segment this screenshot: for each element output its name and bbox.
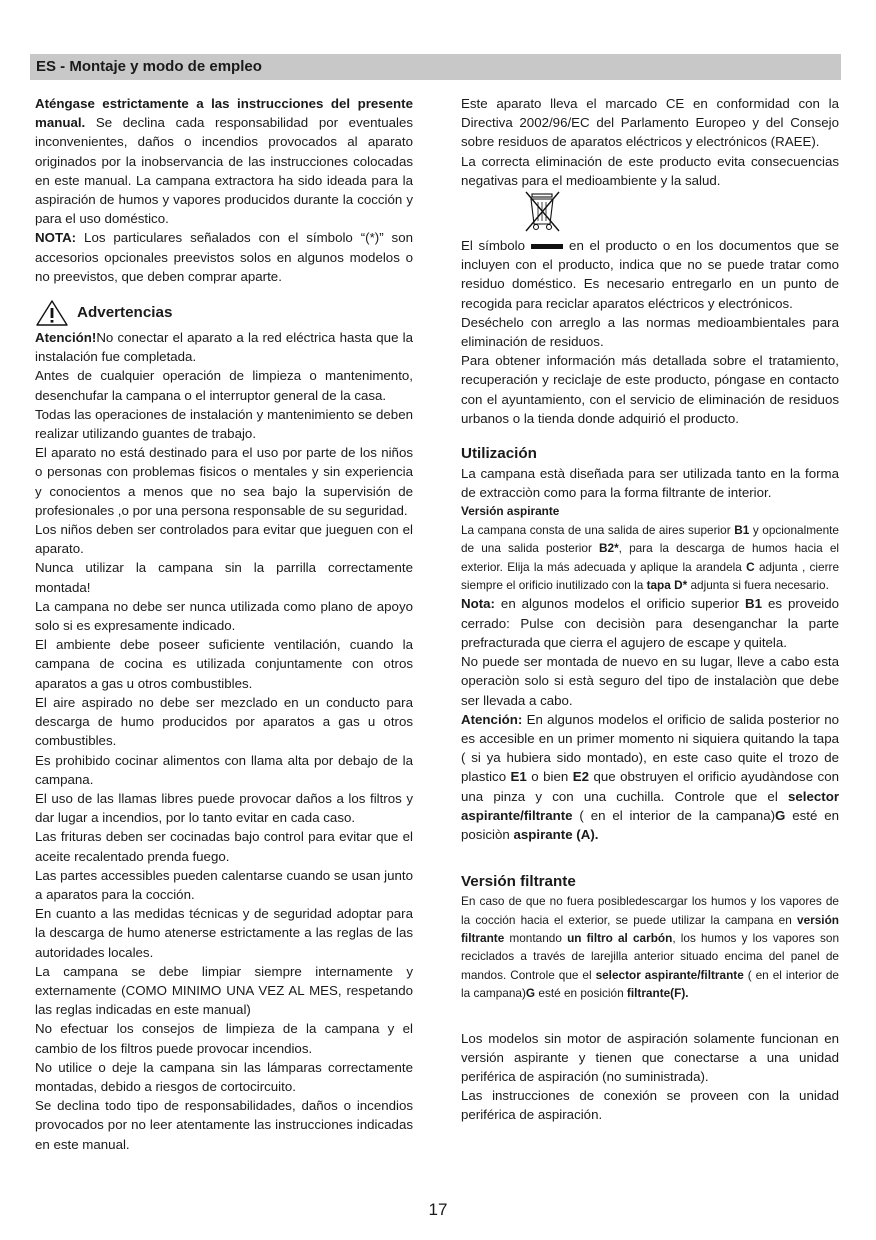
page-number: 17 [428, 1200, 448, 1219]
weee-paragraph: La correcta eliminación de este producto evita consecuencias negativas para el medioambiente y la salud. [461, 153, 839, 188]
warning-item: La campana se debe limpiar siempre internamente y externamente (COMO MINIMO UNA VEZ AL MES, respetando las reglas indicadas en este manual) [35, 963, 413, 1018]
warning-item: Nunca utilizar la campana sin la parrilla correctamente montada! [35, 560, 413, 595]
nota-b1-paragraph: Nota: en algunos modelos el orificio superior B1 es proveido cerrado: Pulse con decisiòn para desenganchar la parte prefracturada que cierra el agujero de escape y quitela. [461, 596, 839, 650]
weee-symbol-row [461, 190, 839, 236]
warning-item: El uso de las llamas libres puede provocar daños a los filtros y dar lugar a incendios, por lo tanto evitar en cada caso. [35, 790, 413, 826]
conexion-paragraph: Las instrucciones de conexión se proveen con la unidad periférica de aspiración. [461, 1088, 839, 1123]
warning-item: No utilice o deje la campana sin las lámparas correctamente montadas, debido a riesgos de cortocircuito. [35, 1059, 413, 1094]
weee-paragraph: Este aparato lleva el marcado CE en conformidad con la Directiva 2002/96/EC del Parlamento Europeo y del Consejo sobre residuos de aparatos eléctricos y electrónicos (RAEE). [461, 96, 839, 150]
version-aspirante-paragraph: La campana consta de una salida de aires superior B1 y opcionalmente de una salida posterior B2*, para la descarga de humos hacia el exterior. Elija la más adecuada y aplique la arandela C adjunta , cierre siempre el orificio inutilizado con la tapa D* adjunta si fuera necesario. [461, 522, 839, 593]
crossed-out-wheelie-bin-icon [523, 190, 563, 234]
warning-item: Es prohibido cocinar alimentos con llama alta por debajo de la campana. [35, 752, 413, 787]
warning-item: Los niños deben ser controlados para evitar que jueguen con el aparato. [35, 522, 413, 557]
atencion-salida-paragraph: Atención: En algunos modelos el orificio de salida posterior no es accesible en un primer momento ni siquiera quitando la tapa ( si ya hubiera sido montado), en este caso quite el trozo de plastico E1 o bien E2 que obstruyen el orificio ayudàndose con una pinza y con una cuchilla. Controle que el selector aspirante/filtrante ( en el interior de la campana)G esté en posiciòn aspirante (A). [461, 711, 840, 842]
warning-triangle-icon [35, 298, 69, 328]
warning-item: No efectuar los consejos de limpieza de la campana y el cambio de los filtros puede provocar incendios. [35, 1021, 413, 1056]
warning-item: Todas las operaciones de instalación y mantenimiento se deben realizar utilizando guantes de trabajo. [35, 406, 413, 442]
weee-symbol-paragraph: El símbolo en el producto o en los documentos que se incluyen con el producto, indica que no se puede tratar como residuo doméstico. Es necesario entregarlo en un punto de recogida para reciclar aparatos eléctricos y electrónicos. [461, 238, 840, 311]
black-bar-symbol-icon [531, 244, 563, 249]
right-column [461, 94, 839, 1125]
atencion-paragraph: Atención!No conectar el aparato a la red eléctrica hasta que la instalación fue completada. [35, 330, 413, 365]
utilizacion-title: Utilización [461, 445, 537, 463]
warning-item: El aparato no está destinado para el uso por parte de los niños o personas con problemas fisicos o mentales y sin experiencia y conocientos a menos que no sea bajo la supervisión de profesionales ,o por una persona responsable de su seguridad. [35, 445, 413, 518]
warning-item: Antes de cualquier operación de limpieza o mantenimento, desenchufar la campana o el interruptor general de la casa. [35, 368, 413, 403]
warning-item: La campana no debe ser nunca utilizada como plano de apoyo solo si es expresamente indicado. [35, 598, 413, 634]
warnings-heading-row [35, 298, 413, 328]
left-column [35, 94, 413, 1154]
warning-item: El ambiente debe poseer suficiente ventilación, cuando la campana de cocina es utilizada conjuntamente con otros aparatos a gas u otros combustibles. [35, 637, 413, 691]
section-header: ES - Montaje y modo de empleo [30, 54, 841, 80]
weee-paragraph: Para obtener información más detallada sobre el tratamiento, recuperación y reciclaje de este producto, póngase en contacto con el ayuntamiento, con el servicio de eliminación de residuos urbanos o la tienda donde adquirió el producto. [461, 353, 839, 426]
utilizacion-intro: La campana està diseñada para ser utilizada tanto en la forma de extracciòn como para la forma filtrante de interior. [461, 466, 839, 501]
warning-item: En cuanto a las medidas técnicas y de seguridad adoptar para la descarga de humo atenerse estrictamente a las reglas de las autoridades locales. [35, 906, 413, 960]
warnings-title: Advertencias [77, 304, 173, 322]
warning-item: Las partes accessibles pueden calentarse cuando se usan junto a aparatos para la cocción. [35, 867, 413, 902]
weee-paragraph: Deséchelo con arreglo a las normas medioambientales para eliminación de residuos. [461, 314, 839, 350]
nota-paragraph: NOTA: Los particulares señalados con el símbolo “(*)” son accesorios opcionales preevistos solos en algunos modelos o no preevistos, que deben comprar aparte. [35, 230, 413, 284]
intro-paragraph: Aténgase estrictamente a las instrucciones del presente manual. Se declina cada responsabilidad por eventuales inconvenientes, daños o incendios provocados al aparato originados por la inobservancia de las instrucciones colocadas en este manual. La campana extractora ha sido ideada para la aspiración de humos y vapores producidos durante la cocción y para el uso doméstico. [35, 96, 413, 227]
filtrante-title: Versión filtrante [461, 873, 576, 891]
no-puede-paragraph: No puede ser montada de nuevo en su lugar, lleve a cabo esta operaciòn solo si està seguro del tipo de instalaciòn que debe ser llevada a cabo. [461, 654, 839, 708]
intro-bold-lead: Aténgase estrictamente a las instrucciones del presente manual. [35, 96, 413, 131]
warning-item: Se declina todo tipo de responsabilidades, daños o incendios provocados por no leer atentamente las instrucciones indicadas en este manual. [35, 1098, 413, 1152]
warning-item: El aire aspirado no debe ser mezclado en un conducto para descarga de humo producidos por aparatos a gas u otros combustibles. [35, 694, 413, 749]
version-aspirante-title: Versión aspirante [461, 504, 560, 519]
sin-motor-paragraph: Los modelos sin motor de aspiración solamente funcionan en versión aspirante y tienen que conectarse a una unidad periférica de aspiración (no suministrada). [461, 1030, 839, 1084]
warning-item: Las frituras deben ser cocinadas bajo control para evitar que el aceite recalentado prenda fuego. [35, 829, 413, 864]
filtrante-paragraph: En caso de que no fuera posibledescargar los humos y los vapores de la cocción hacia el exterior, se puede utilizar la campana en versión filtrante montando un filtro al carbón, los humos y los vapores son reciclados a través de larejilla anterior situado encima del panel de mandos. Controle que el selector aspirante/filtrante ( en el interior de la campana)G esté en posición filtrante(F). [461, 894, 840, 1001]
